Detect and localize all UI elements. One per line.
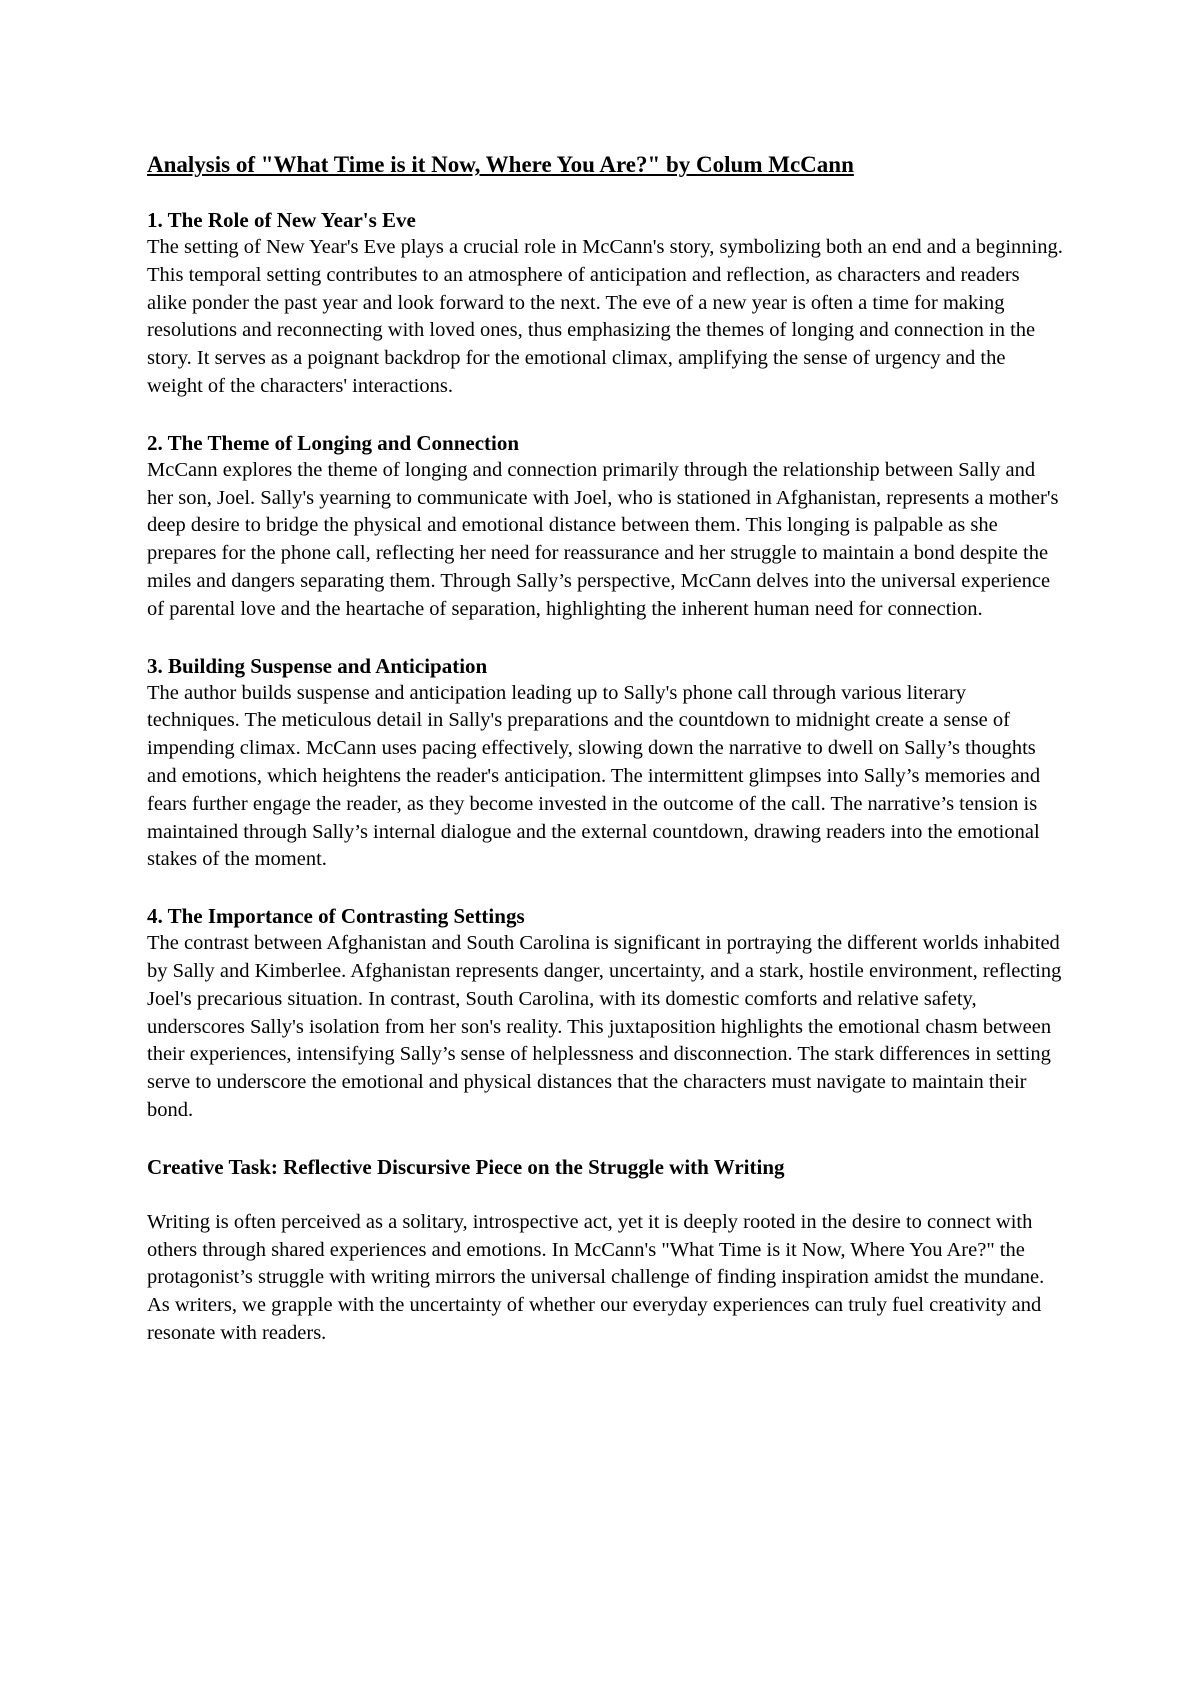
section-body: McCann explores the theme of longing and connection primarily through the relationship between Sally and her son, Joel. Sally's yearning to communicate with Joel, who is stationed in Afghanistan, represents a mother's deep desire to bridge the physical and emotional distance between them. This longing is palpable as she prepares for the phone call, reflecting her need for reassurance and her struggle to maintain a bond despite the miles and dangers separating them. Through Sally’s perspective, McCann delves into the universal experience of parental love and the heartache of separation, highlighting the inherent human need for connection. xyxy=(147,458,1059,620)
section-heading: 3. Building Suspense and Anticipation xyxy=(147,653,488,678)
section-suspense-anticipation xyxy=(147,652,1063,875)
section-body: The author builds suspense and anticipation leading up to Sally's phone call through various literary techniques. The meticulous detail in Sally's preparations and the countdown to midnight create a sense of impending climax. McCann uses pacing effectively, slowing down the narrative to dwell on Sally’s thoughts and emotions, which heightens the reader's anticipation. The intermittent glimpses into Sally’s memories and fears further engage the reader, as they become invested in the outcome of the call. The narrative’s tension is maintained through Sally’s internal dialogue and the external countdown, drawing readers into the emotional stakes of the moment. xyxy=(147,681,1041,871)
section-longing-connection xyxy=(147,429,1063,624)
document-page xyxy=(147,150,1063,1348)
section-body: The setting of New Year's Eve plays a crucial role in McCann's story, symbolizing both an end and a beginning. This temporal setting contributes to an atmosphere of anticipation and reflection, as characters and readers alike ponder the past year and look forward to the next. The eve of a new year is often a time for making resolutions and reconnecting with loved ones, thus emphasizing the themes of longing and connection in the story. It serves as a poignant backdrop for the emotional climax, amplifying the sense of urgency and the weight of the characters' interactions. xyxy=(147,236,1063,397)
section-body: The contrast between Afghanistan and South Carolina is significant in portraying the different worlds inhabited by Sally and Kimberlee. Afghanistan represents danger, uncertainty, and a stark, hostile environment, reflecting Joel's precarious situation. In contrast, South Carolina, with its domestic comforts and relative safety, underscores Sally's isolation from her son's reality. This juxtaposition highlights the emotional chasm between their experiences, intensifying Sally’s sense of helplessness and disconnection. The stark differences in setting serve to underscore the emotional and physical distances that the characters must navigate to maintain their bond. xyxy=(147,932,1062,1121)
section-heading: 1. The Role of New Year's Eve xyxy=(147,208,416,232)
section-contrasting-settings xyxy=(147,902,1063,1125)
creative-task-body: Writing is often perceived as a solitary, introspective act, yet it is deeply rooted in the desire to connect with others through shared experiences and emotions. In McCann's "What Time is it Now, Where You Are?" the protagonist’s struggle with writing mirrors the universal challenge of finding inspiration amidst the mundane. As writers, we grapple with the uncertainty of whether our everyday experiences can truly fuel creativity and resonate with readers. xyxy=(147,1210,1045,1344)
creative-task-heading: Creative Task: Reflective Discursive Piece on the Struggle with Writing xyxy=(147,1154,785,1179)
document-title: Analysis of "What Time is it Now, Where You Are?" by Colum McCann xyxy=(147,152,854,177)
section-heading: 2. The Theme of Longing and Connection xyxy=(147,430,520,455)
section-heading: 4. The Importance of Contrasting Settings xyxy=(147,904,525,929)
section-new-years-eve xyxy=(147,206,1063,401)
